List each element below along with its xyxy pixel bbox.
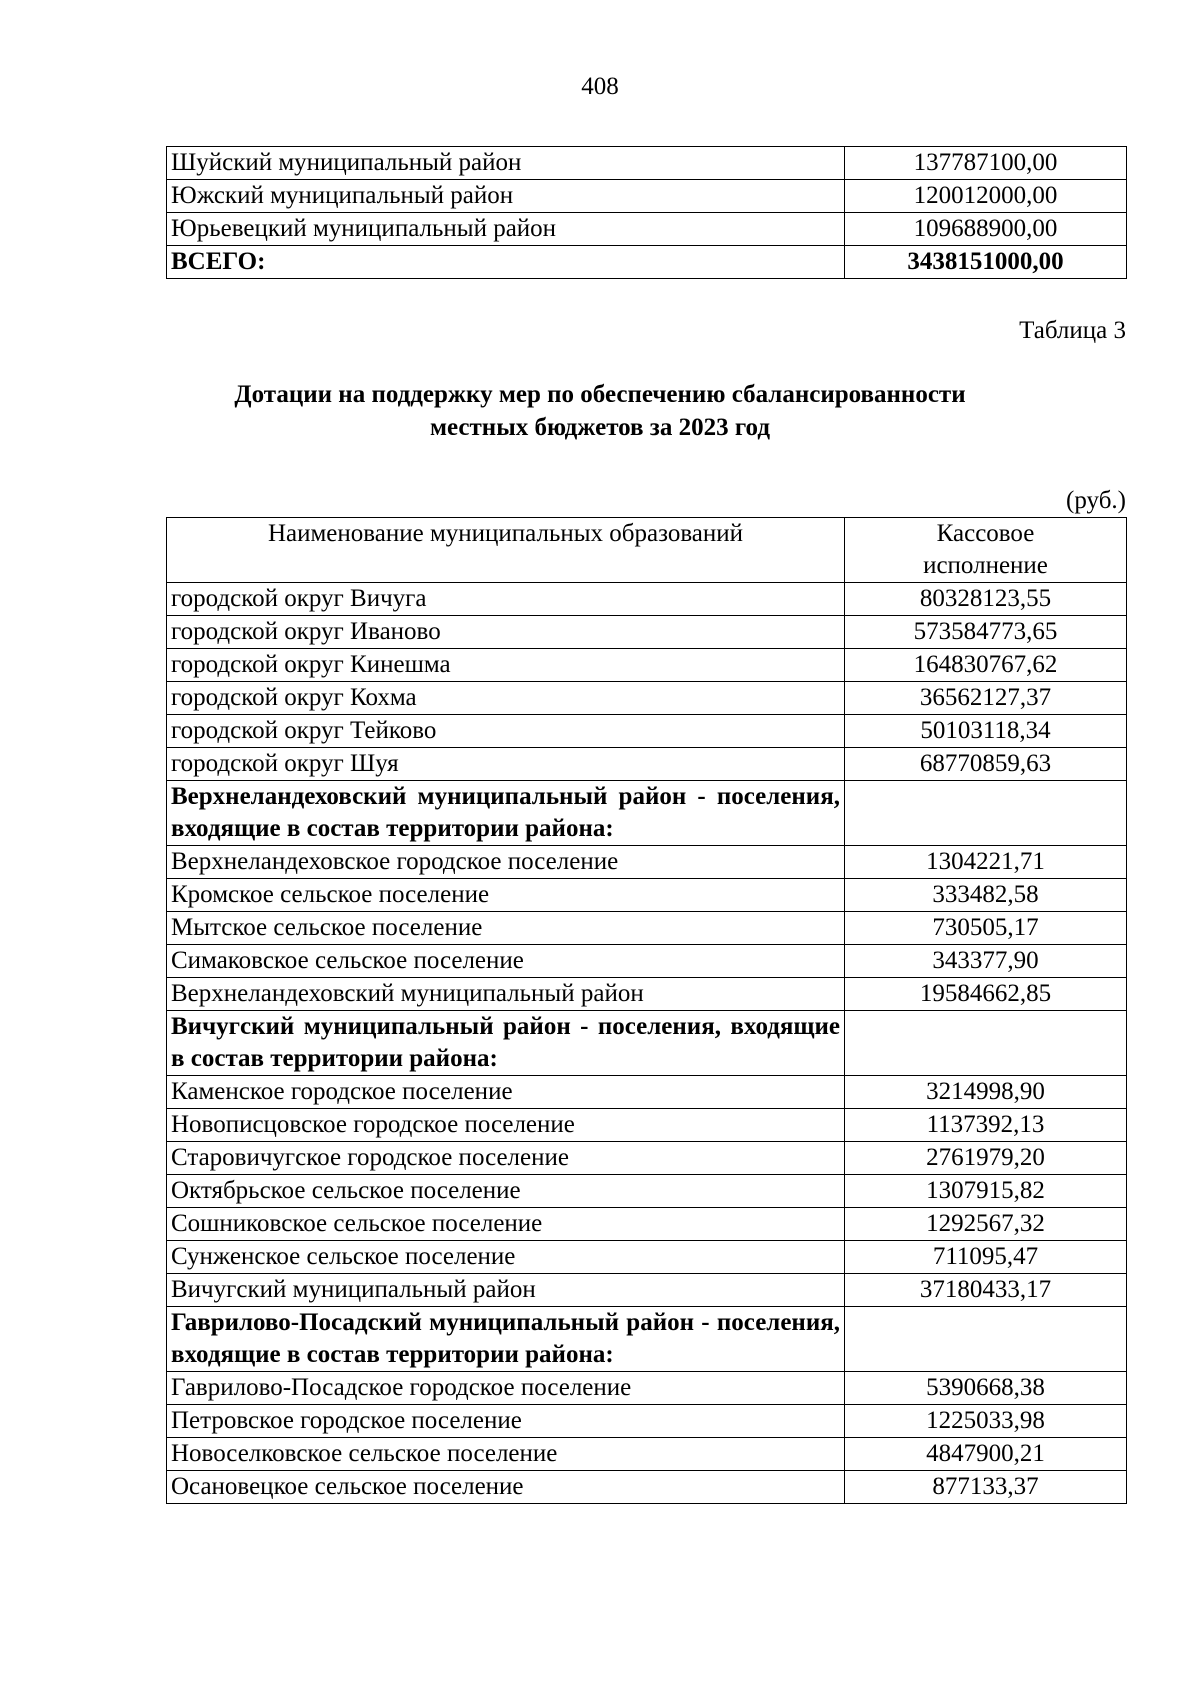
cell-name: Юрьевецкий муниципальный район <box>167 213 845 246</box>
cell-value: 1137392,13 <box>845 1109 1127 1142</box>
cell-name: Новоселковское сельское поселение <box>167 1438 845 1471</box>
table-row <box>167 616 1127 649</box>
cell-name: Новописцовское городское поселение <box>167 1109 845 1142</box>
cell-value: 333482,58 <box>845 879 1127 912</box>
page-number: 408 <box>581 73 619 100</box>
table-row <box>167 879 1127 912</box>
cell-name: Вичугский муниципальный район - поселения, входящие в состав территории района: <box>167 1011 845 1076</box>
cell-name: городской округ Иваново <box>167 616 845 649</box>
cell-name: Вичугский муниципальный район <box>167 1274 845 1307</box>
cell-name: Каменское городское поселение <box>167 1076 845 1109</box>
table-row <box>167 1372 1127 1405</box>
cell-value: 1304221,71 <box>845 846 1127 879</box>
cell-name: Осановецкое сельское поселение <box>167 1471 845 1504</box>
table-row <box>167 978 1127 1011</box>
cell-name: Верхнеландеховский муниципальный район <box>167 978 845 1011</box>
cell-name: городской округ Вичуга <box>167 583 845 616</box>
cell-value: 50103118,34 <box>845 715 1127 748</box>
cell-value: 1292567,32 <box>845 1208 1127 1241</box>
table-row <box>167 246 1127 279</box>
table-row <box>167 945 1127 978</box>
table-row <box>167 1175 1127 1208</box>
cell-value: 37180433,17 <box>845 1274 1127 1307</box>
cell-name: Верхнеландеховский муниципальный район - поселения, входящие в состав территории района: <box>167 781 845 846</box>
table-label: Таблица 3 <box>1019 317 1126 344</box>
cell-value: 80328123,55 <box>845 583 1127 616</box>
cell-value: 1307915,82 <box>845 1175 1127 1208</box>
table-row <box>167 1405 1127 1438</box>
cell-value <box>845 1307 1127 1372</box>
table-row <box>167 748 1127 781</box>
table-row <box>167 213 1127 246</box>
table-row <box>167 583 1127 616</box>
table-row <box>167 912 1127 945</box>
table-row <box>167 1241 1127 1274</box>
table-row <box>167 715 1127 748</box>
cell-value: 120012000,00 <box>845 180 1127 213</box>
cell-value: 5390668,38 <box>845 1372 1127 1405</box>
cell-name: городской округ Кинешма <box>167 649 845 682</box>
table-row <box>167 1109 1127 1142</box>
cell-name: Кромское сельское поселение <box>167 879 845 912</box>
table-row <box>167 649 1127 682</box>
header-value-line-1: Кассовое <box>936 520 1035 547</box>
cell-value: 877133,37 <box>845 1471 1127 1504</box>
cell-value: 730505,17 <box>845 912 1127 945</box>
cell-name: Симаковское сельское поселение <box>167 945 845 978</box>
cell-name: ВСЕГО: <box>167 246 845 279</box>
subsidies-table <box>166 517 1127 1504</box>
cell-name: Гаврилово-Посадское городское поселение <box>167 1372 845 1405</box>
table-row <box>167 682 1127 715</box>
section-row <box>167 781 1127 846</box>
table-row <box>167 1274 1127 1307</box>
cell-name: Шуйский муниципальный район <box>167 147 845 180</box>
cell-name: Гаврилово-Посадский муниципальный район - поселения, входящие в состав территории района: <box>167 1307 845 1372</box>
cell-name: Сунженское сельское поселение <box>167 1241 845 1274</box>
carryover-table <box>166 146 1127 279</box>
cell-name: городской округ Тейково <box>167 715 845 748</box>
table-title <box>0 378 1200 444</box>
cell-name: городской округ Кохма <box>167 682 845 715</box>
table-row <box>167 1208 1127 1241</box>
cell-name: Верхнеландеховское городское поселение <box>167 846 845 879</box>
cell-value: 164830767,62 <box>845 649 1127 682</box>
cell-name: Южский муниципальный район <box>167 180 845 213</box>
header-name: Наименование муниципальных образований <box>167 518 845 583</box>
cell-value: 343377,90 <box>845 945 1127 978</box>
table-row <box>167 1142 1127 1175</box>
cell-name: Октябрьское сельское поселение <box>167 1175 845 1208</box>
table-row <box>167 1471 1127 1504</box>
cell-value: 3438151000,00 <box>845 246 1127 279</box>
cell-value <box>845 1011 1127 1076</box>
header-value <box>845 518 1127 583</box>
cell-value: 36562127,37 <box>845 682 1127 715</box>
cell-value: 2761979,20 <box>845 1142 1127 1175</box>
cell-name: Петровское городское поселение <box>167 1405 845 1438</box>
table-row <box>167 846 1127 879</box>
section-row <box>167 1307 1127 1372</box>
cell-value: 4847900,21 <box>845 1438 1127 1471</box>
unit-label: (руб.) <box>1066 487 1126 514</box>
table-row <box>167 1076 1127 1109</box>
cell-value: 19584662,85 <box>845 978 1127 1011</box>
header-row <box>167 518 1127 583</box>
cell-value: 711095,47 <box>845 1241 1127 1274</box>
table-row <box>167 147 1127 180</box>
header-value-line-2: исполнение <box>923 552 1048 579</box>
cell-name: Сошниковское сельское поселение <box>167 1208 845 1241</box>
section-row <box>167 1011 1127 1076</box>
cell-value: 68770859,63 <box>845 748 1127 781</box>
cell-value: 573584773,65 <box>845 616 1127 649</box>
cell-name: Мытское сельское поселение <box>167 912 845 945</box>
table-row <box>167 180 1127 213</box>
cell-value: 1225033,98 <box>845 1405 1127 1438</box>
cell-name: городской округ Шуя <box>167 748 845 781</box>
cell-value <box>845 781 1127 846</box>
cell-name: Старовичугское городское поселение <box>167 1142 845 1175</box>
cell-value: 137787100,00 <box>845 147 1127 180</box>
table-row <box>167 1438 1127 1471</box>
title-line-2: местных бюджетов за 2023 год <box>430 414 770 441</box>
title-line-1: Дотации на поддержку мер по обеспечению сбалансированности <box>234 381 966 408</box>
cell-value: 3214998,90 <box>845 1076 1127 1109</box>
cell-value: 109688900,00 <box>845 213 1127 246</box>
